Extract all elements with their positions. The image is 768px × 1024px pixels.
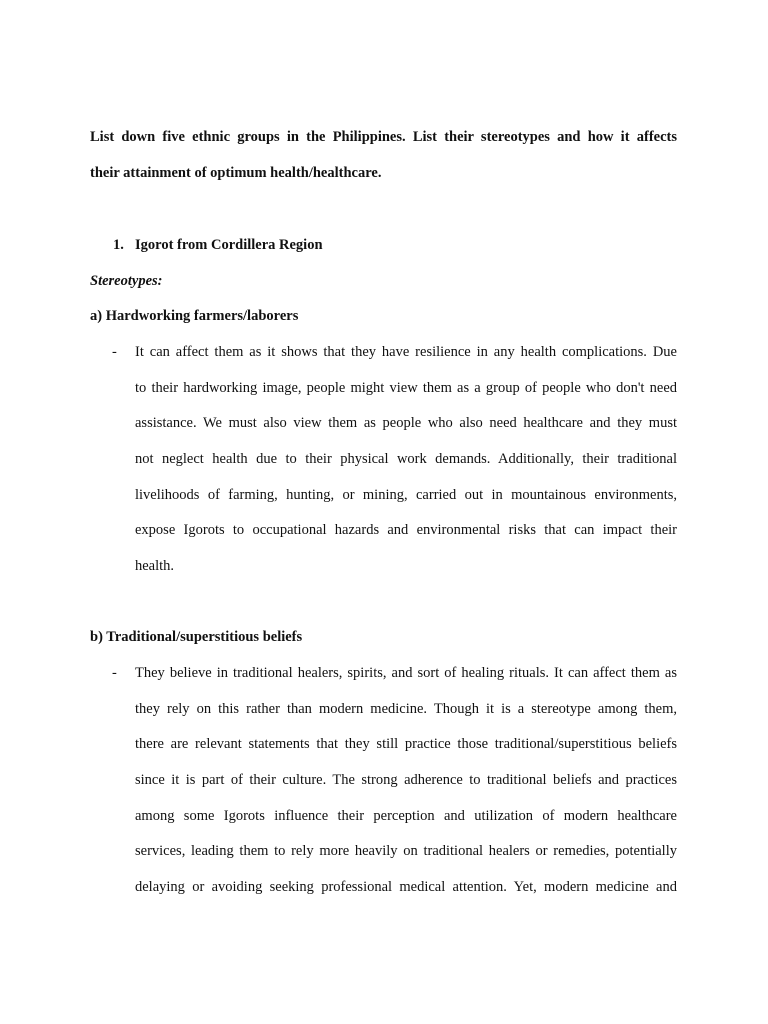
paragraph-a-line: livelihoods of farming, hunting, or mining, carried out in mountainous environments,	[135, 487, 677, 503]
intro-line-1: List down five ethnic groups in the Philippines. List their stereotypes and how it affects	[90, 129, 677, 145]
paragraph-b-line: They believe in traditional healers, spirits, and sort of healing rituals. It can affect them as	[135, 665, 677, 681]
paragraph-b-line: since it is part of their culture. The strong adherence to traditional beliefs and practices	[135, 772, 677, 788]
stereotypes-label: Stereotypes:	[90, 273, 163, 289]
intro-line-2: their attainment of optimum health/healthcare.	[90, 165, 382, 181]
paragraph-b-line: among some Igorots influence their perception and utilization of modern healthcare	[135, 808, 677, 824]
paragraph-b-line: there are relevant statements that they still practice those traditional/superstitious beliefs	[135, 736, 677, 752]
paragraph-b-line: delaying or avoiding seeking professional medical attention. Yet, modern medicine and	[135, 879, 677, 895]
paragraph-a-line: not neglect health due to their physical work demands. Additionally, their traditional	[135, 451, 677, 467]
bullet-dash-b: -	[112, 665, 117, 681]
paragraph-a-line: assistance. We must also view them as people who also need healthcare and they must	[135, 415, 677, 431]
paragraph-b-line: they rely on this rather than modern medicine. Though it is a stereotype among them,	[135, 701, 677, 717]
paragraph-a-line: expose Igorots to occupational hazards and environmental risks that can impact their	[135, 522, 677, 538]
paragraph-b-line: services, leading them to rely more heavily on traditional healers or remedies, potentially	[135, 843, 677, 859]
paragraph-a-line: It can affect them as it shows that they have resilience in any health complications. Due	[135, 344, 677, 360]
bullet-dash-a: -	[112, 344, 117, 360]
section-title: Igorot from Cordillera Region	[135, 237, 323, 253]
section-number: 1.	[113, 237, 124, 253]
paragraph-a-line: health.	[135, 558, 175, 574]
subheading-a: a) Hardworking farmers/laborers	[90, 308, 299, 324]
subheading-b: b) Traditional/superstitious beliefs	[90, 629, 303, 645]
paragraph-a-line: to their hardworking image, people might view them as a group of people who don't need	[135, 380, 677, 396]
